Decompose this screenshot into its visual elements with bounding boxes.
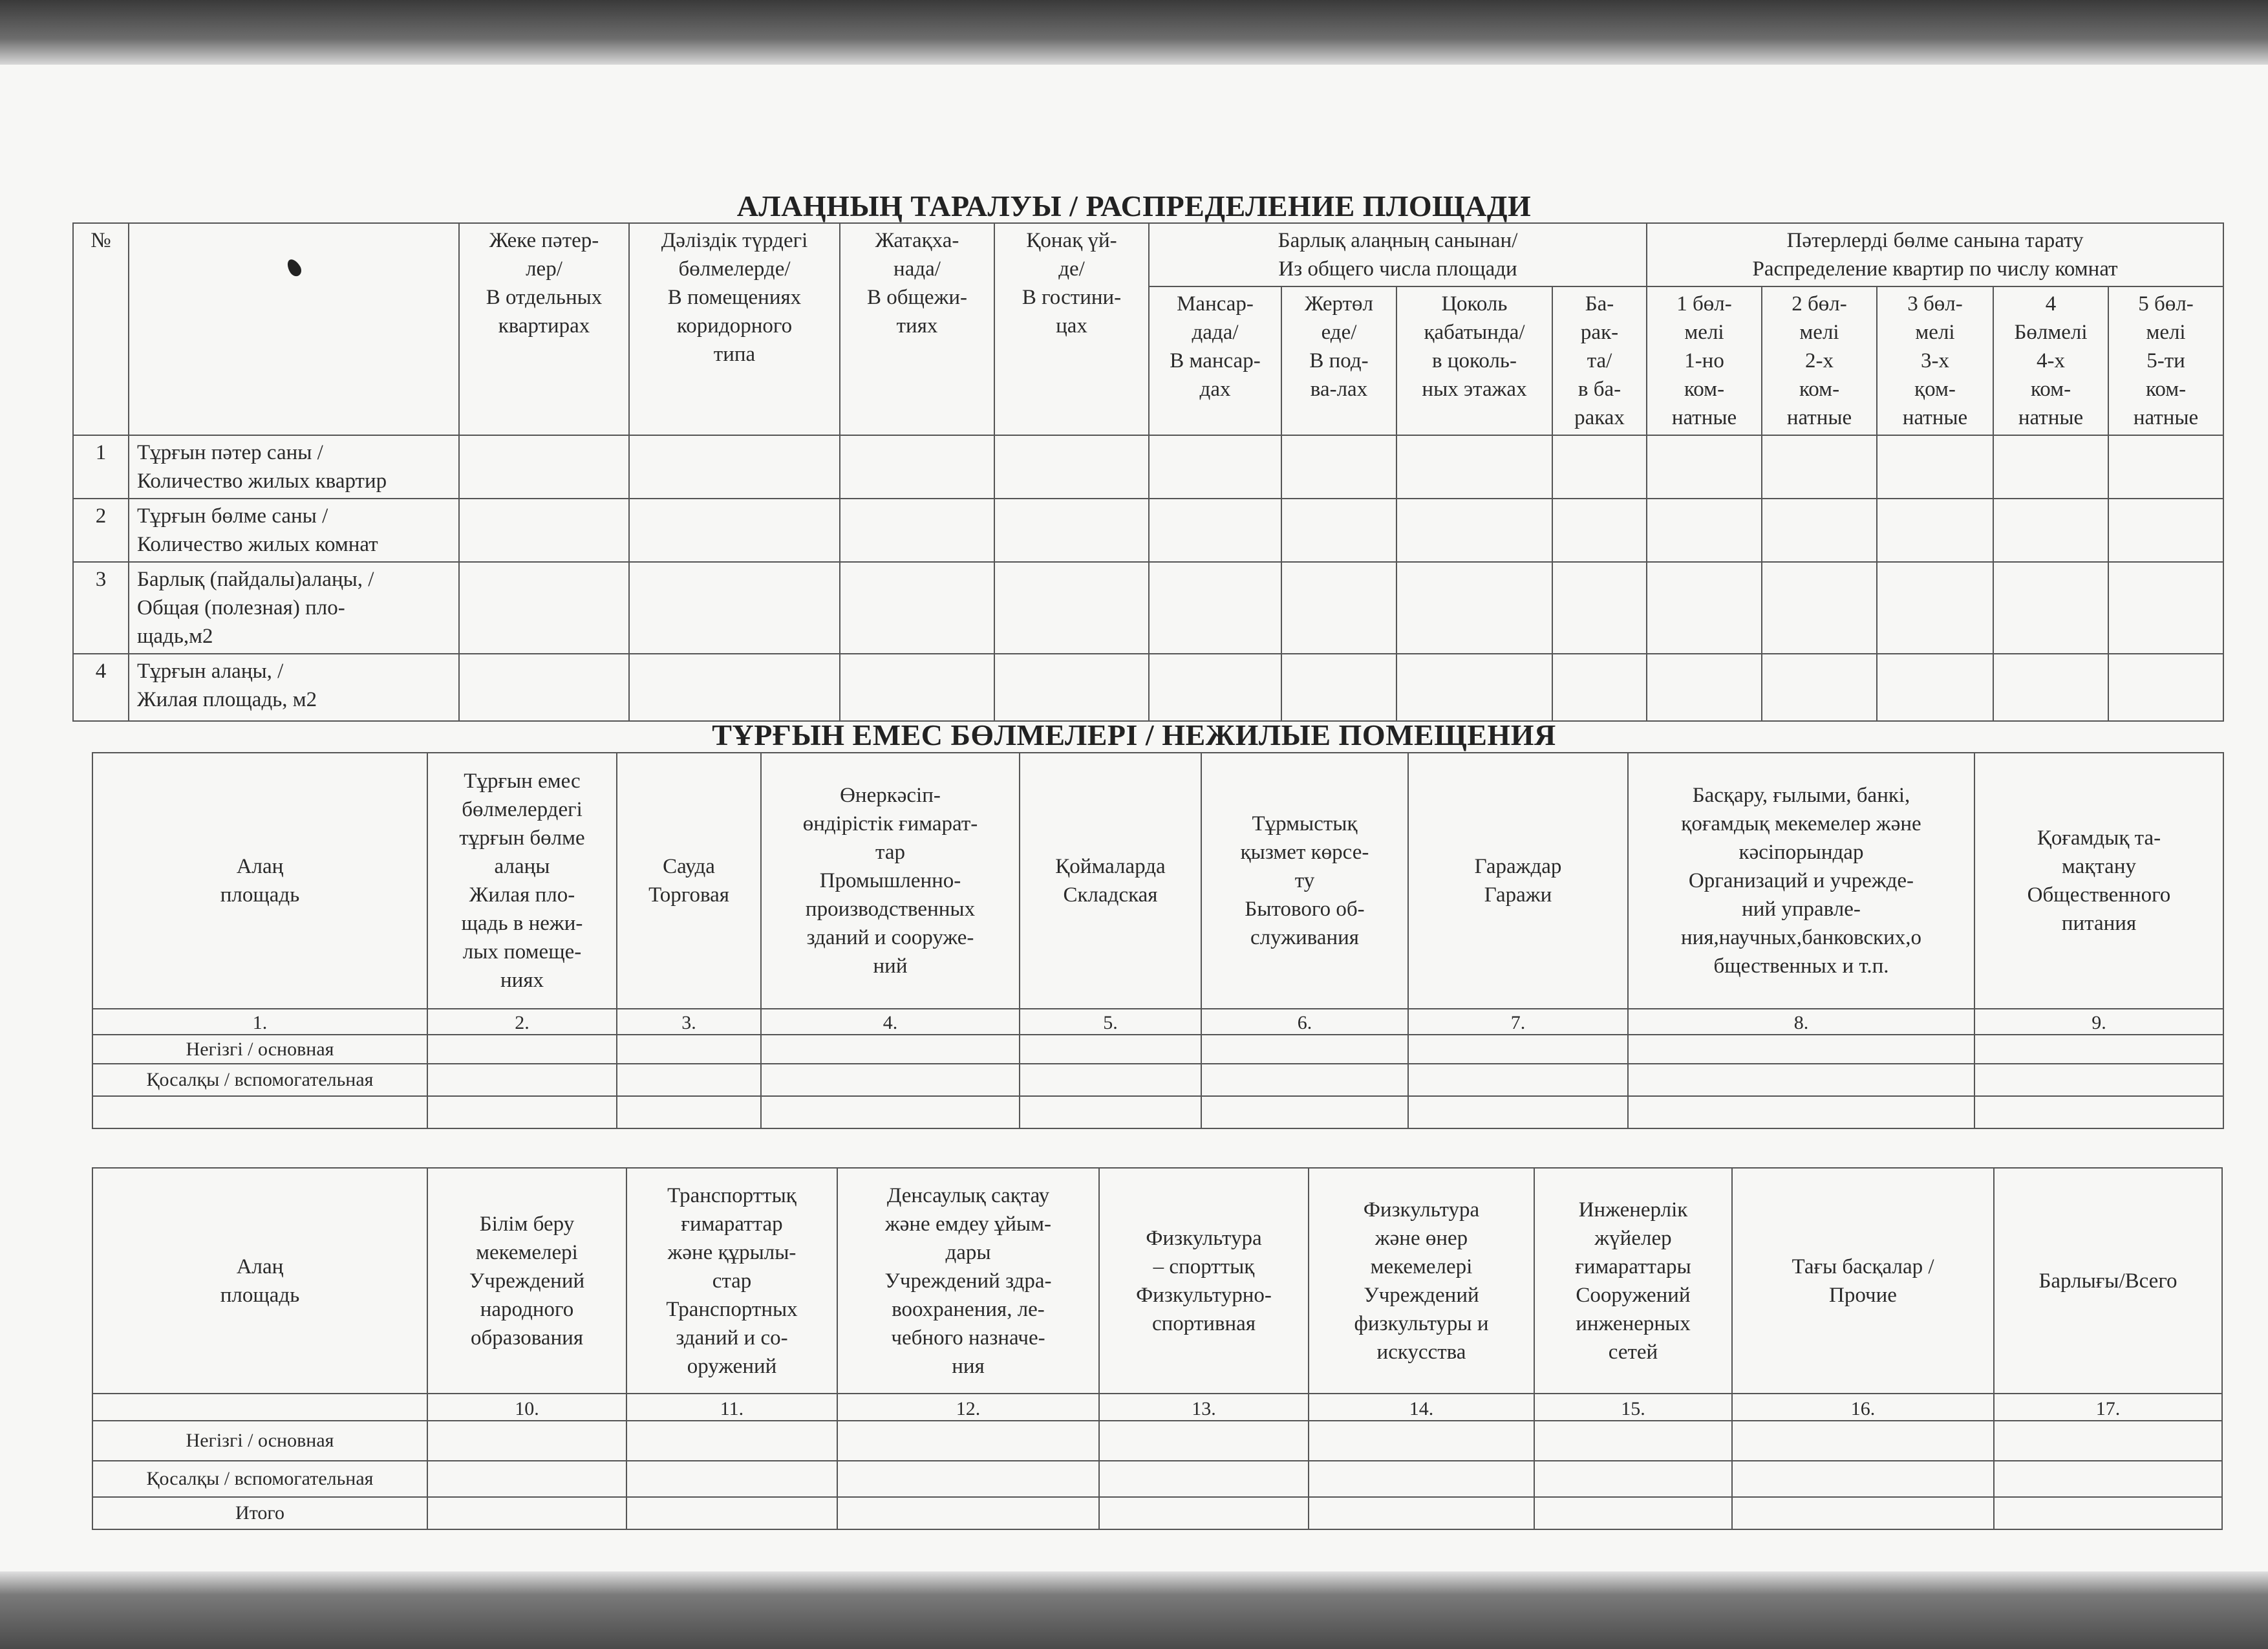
row-label: Тұрғын пәтер саны / Количество жилых квартир bbox=[129, 435, 459, 499]
data-cell[interactable] bbox=[1020, 1035, 1201, 1064]
data-cell[interactable] bbox=[1408, 1035, 1628, 1064]
column-number: 14. bbox=[1309, 1394, 1534, 1421]
column-number: 9. bbox=[1974, 1009, 2223, 1035]
header-1-room: 1 бөл- мелі 1-но ком- натные bbox=[1647, 286, 1762, 435]
column-header: Инженерлік жүйелер ғимараттары Сооружений инженерных сетей bbox=[1534, 1168, 1732, 1394]
column-header: Басқару, ғылыми, банкі, қоғамдық мекемелер және кәсіпорындар Организаций и учрежде- ний управле- ния,научных,банковских,о бщественных и т.п. bbox=[1628, 753, 1974, 1009]
data-cell[interactable] bbox=[840, 435, 994, 499]
data-cell[interactable] bbox=[427, 1064, 617, 1096]
column-number bbox=[92, 1394, 427, 1421]
table-row bbox=[92, 1421, 2222, 1461]
column-header: Алаң площадь bbox=[92, 753, 427, 1009]
data-cell[interactable] bbox=[1552, 654, 1647, 721]
data-cell[interactable] bbox=[1732, 1461, 1994, 1497]
data-cell[interactable] bbox=[994, 654, 1149, 721]
data-cell[interactable] bbox=[1993, 654, 2108, 721]
data-cell[interactable] bbox=[1201, 1064, 1408, 1096]
data-cell[interactable] bbox=[1762, 654, 1877, 721]
data-cell[interactable] bbox=[626, 1421, 837, 1461]
data-cell[interactable] bbox=[427, 1497, 626, 1529]
data-cell[interactable] bbox=[1281, 435, 1396, 499]
area-distribution-table bbox=[72, 222, 2224, 722]
data-cell[interactable] bbox=[1994, 1497, 2222, 1529]
table-row bbox=[92, 1035, 2223, 1064]
data-cell[interactable] bbox=[761, 1096, 1020, 1128]
data-cell[interactable] bbox=[840, 654, 994, 721]
column-number: 11. bbox=[626, 1394, 837, 1421]
header-2-room: 2 бөл- мелі 2-х ком- натные bbox=[1762, 286, 1877, 435]
column-header: Сауда Торговая bbox=[617, 753, 761, 1009]
data-cell[interactable] bbox=[1281, 499, 1396, 562]
column-number-row bbox=[92, 1394, 2222, 1421]
data-cell[interactable] bbox=[1647, 654, 1762, 721]
data-cell[interactable] bbox=[1628, 1064, 1974, 1096]
column-number: 12. bbox=[837, 1394, 1099, 1421]
column-header: Алаң площадь bbox=[92, 1168, 427, 1394]
scan-top-edge bbox=[0, 0, 2268, 65]
data-cell[interactable] bbox=[1993, 562, 2108, 654]
column-number: 8. bbox=[1628, 1009, 1974, 1035]
header-row bbox=[92, 1168, 2222, 1394]
data-cell[interactable] bbox=[459, 562, 629, 654]
data-cell[interactable] bbox=[459, 654, 629, 721]
data-cell[interactable] bbox=[1647, 562, 1762, 654]
column-number: 1. bbox=[92, 1009, 427, 1035]
data-cell[interactable] bbox=[837, 1421, 1099, 1461]
data-cell[interactable] bbox=[629, 654, 840, 721]
data-cell[interactable] bbox=[1552, 435, 1647, 499]
data-cell[interactable] bbox=[1396, 435, 1552, 499]
data-cell[interactable] bbox=[1628, 1096, 1974, 1128]
data-cell[interactable] bbox=[2108, 499, 2223, 562]
non-residential-table-a bbox=[92, 752, 2224, 1129]
column-header: Транспорттық ғимараттар және құрылы- стар Транспортных зданий и со- оружений bbox=[626, 1168, 837, 1394]
data-cell[interactable] bbox=[1149, 499, 1281, 562]
data-cell[interactable] bbox=[1201, 1035, 1408, 1064]
column-header: Физкультура және өнер мекемелері Учреждений физкультуры и искусства bbox=[1309, 1168, 1534, 1394]
data-cell[interactable] bbox=[837, 1497, 1099, 1529]
header-row bbox=[92, 753, 2223, 1009]
header-number: № bbox=[73, 223, 129, 435]
data-cell[interactable] bbox=[629, 499, 840, 562]
data-cell[interactable] bbox=[1877, 499, 1993, 562]
data-cell[interactable] bbox=[2108, 562, 2223, 654]
data-cell[interactable] bbox=[1877, 435, 1993, 499]
data-cell[interactable] bbox=[1396, 654, 1552, 721]
header-dormitories: Жатақха- нада/ В общежи- тиях bbox=[840, 223, 994, 435]
table-row bbox=[73, 562, 2223, 654]
row-number: 4 bbox=[73, 654, 129, 721]
column-header: Гараждар Гаражи bbox=[1408, 753, 1628, 1009]
row-number: 3 bbox=[73, 562, 129, 654]
data-cell[interactable] bbox=[1877, 654, 1993, 721]
column-number: 6. bbox=[1201, 1009, 1408, 1035]
non-residential-title: ТҰРҒЫН ЕМЕС БӨЛМЕЛЕРІ / НЕЖИЛЫЕ ПОМЕЩЕНИЯ bbox=[712, 718, 1556, 751]
data-cell[interactable] bbox=[994, 562, 1149, 654]
data-cell[interactable] bbox=[1974, 1096, 2223, 1128]
header-barracks: Ба- рак- та/ в ба- раках bbox=[1552, 286, 1647, 435]
data-cell[interactable] bbox=[1994, 1421, 2222, 1461]
data-cell[interactable] bbox=[1309, 1421, 1534, 1461]
data-cell[interactable] bbox=[1099, 1421, 1309, 1461]
data-cell[interactable] bbox=[629, 435, 840, 499]
data-cell[interactable] bbox=[1994, 1461, 2222, 1497]
column-header: Білім беру мекемелері Учреждений народного образования bbox=[427, 1168, 626, 1394]
header-separate-apartments: Жеке пәтер- лер/ В отдельных квартирах bbox=[459, 223, 629, 435]
data-cell[interactable] bbox=[1149, 562, 1281, 654]
column-number-row bbox=[92, 1009, 2223, 1035]
column-number: 4. bbox=[761, 1009, 1020, 1035]
data-cell[interactable] bbox=[1552, 499, 1647, 562]
data-cell[interactable] bbox=[1408, 1096, 1628, 1128]
column-number: 10. bbox=[427, 1394, 626, 1421]
row-label: Тұрғын алаңы, / Жилая площадь, м2 bbox=[129, 654, 459, 721]
ink-spot bbox=[284, 257, 304, 278]
table-row bbox=[92, 1096, 2223, 1128]
column-header: Денсаулық сақтау және емдеу ұйым- дары Учреждений здра- воохранения, ле- чебного назначе- ния bbox=[837, 1168, 1099, 1394]
data-cell[interactable] bbox=[459, 499, 629, 562]
column-number: 17. bbox=[1994, 1394, 2222, 1421]
row-label: Қосалқы / вспомогательная bbox=[92, 1461, 427, 1497]
data-cell[interactable] bbox=[427, 1096, 617, 1128]
column-header: Физкультура – спорттық Физкультурно- спортивная bbox=[1099, 1168, 1309, 1394]
header-3-room: 3 бөл- мелі 3-х қом- натные bbox=[1877, 286, 1993, 435]
row-label: Итого bbox=[92, 1497, 427, 1529]
column-number: 2. bbox=[427, 1009, 617, 1035]
data-cell[interactable] bbox=[617, 1035, 761, 1064]
non-residential-table-b bbox=[92, 1167, 2223, 1530]
column-number: 5. bbox=[1020, 1009, 1201, 1035]
header-corridor-type: Дәліздік түрдегі бөлмелерде/ В помещениях коридорного типа bbox=[629, 223, 840, 435]
data-cell[interactable] bbox=[1281, 654, 1396, 721]
data-cell[interactable] bbox=[994, 435, 1149, 499]
data-cell[interactable] bbox=[1534, 1461, 1732, 1497]
column-number: 3. bbox=[617, 1009, 761, 1035]
header-4-room: 4 Бөлмелі 4-х ком- натные bbox=[1993, 286, 2108, 435]
column-header: Қоймаларда Складская bbox=[1020, 753, 1201, 1009]
column-number: 16. bbox=[1732, 1394, 1994, 1421]
column-number: 7. bbox=[1408, 1009, 1628, 1035]
data-cell[interactable] bbox=[994, 499, 1149, 562]
row-label: Негізгі / основная bbox=[92, 1421, 427, 1461]
column-number: 13. bbox=[1099, 1394, 1309, 1421]
table-row bbox=[92, 1064, 2223, 1096]
column-header: Барлығы/Всего bbox=[1994, 1168, 2222, 1394]
data-cell[interactable] bbox=[427, 1461, 626, 1497]
row-number: 1 bbox=[73, 435, 129, 499]
header-group-total-area: Барлық алаңның санынан/ Из общего числа площади bbox=[1149, 223, 1647, 286]
data-cell[interactable] bbox=[1974, 1064, 2223, 1096]
data-cell[interactable] bbox=[1534, 1497, 1732, 1529]
row-label: Қосалқы / вспомогательная bbox=[92, 1064, 427, 1096]
data-cell[interactable] bbox=[626, 1497, 837, 1529]
data-cell[interactable] bbox=[1762, 435, 1877, 499]
header-hotels: Қонақ үй- де/ В гостини- цах bbox=[994, 223, 1149, 435]
table-row bbox=[73, 435, 2223, 499]
data-cell[interactable] bbox=[1396, 499, 1552, 562]
column-number: 15. bbox=[1534, 1394, 1732, 1421]
data-cell[interactable] bbox=[1309, 1461, 1534, 1497]
data-cell[interactable] bbox=[629, 562, 840, 654]
data-cell[interactable] bbox=[1732, 1497, 1994, 1529]
column-header: Тұрмыстық қызмет көрсе- ту Бытового об- служивания bbox=[1201, 753, 1408, 1009]
table-row bbox=[92, 1497, 2222, 1529]
data-cell[interactable] bbox=[2108, 435, 2223, 499]
row-label: Барлық (пайдалы)алаңы, / Общая (полезная) пло- щадь,м2 bbox=[129, 562, 459, 654]
data-cell[interactable] bbox=[1201, 1096, 1408, 1128]
data-cell[interactable] bbox=[1149, 435, 1281, 499]
data-cell[interactable] bbox=[1020, 1096, 1201, 1128]
table-row bbox=[92, 1461, 2222, 1497]
scan-bottom-edge bbox=[0, 1571, 2268, 1649]
data-cell[interactable] bbox=[1647, 435, 1762, 499]
data-cell[interactable] bbox=[1647, 499, 1762, 562]
data-cell[interactable] bbox=[1993, 435, 2108, 499]
header-blank bbox=[129, 223, 459, 435]
column-header: Тағы басқалар / Прочие bbox=[1732, 1168, 1994, 1394]
data-cell[interactable] bbox=[1281, 562, 1396, 654]
header-attics: Мансар- дада/ В мансар- дах bbox=[1149, 286, 1281, 435]
table-row bbox=[73, 654, 2223, 721]
data-cell[interactable] bbox=[427, 1421, 626, 1461]
header-basements: Жертөл еде/ В под- ва-лах bbox=[1281, 286, 1396, 435]
table-row bbox=[73, 499, 2223, 562]
column-header: Тұрғын емес бөлмелердегі тұрғын бөлме алаңы Жилая пло- щадь в нежи- лых помеще- ниях bbox=[427, 753, 617, 1009]
header-plinth-floors: Цоколь қабатында/ в цоколь- ных этажах bbox=[1396, 286, 1552, 435]
data-cell[interactable] bbox=[617, 1064, 761, 1096]
data-cell[interactable] bbox=[1877, 562, 1993, 654]
data-cell[interactable] bbox=[1020, 1064, 1201, 1096]
data-cell[interactable] bbox=[1149, 654, 1281, 721]
area-distribution-title: АЛАҢНЫҢ ТАРАЛУЫ / РАСПРЕДЕЛЕНИЕ ПЛОЩАДИ bbox=[736, 189, 1532, 222]
data-cell[interactable] bbox=[1534, 1421, 1732, 1461]
data-cell[interactable] bbox=[1099, 1461, 1309, 1497]
data-cell[interactable] bbox=[1732, 1421, 1994, 1461]
header-group-rooms: Пәтерлерді бөлме санына тарату Распределение квартир по числу комнат bbox=[1647, 223, 2223, 286]
data-cell[interactable] bbox=[459, 435, 629, 499]
data-cell[interactable] bbox=[1396, 562, 1552, 654]
data-cell[interactable] bbox=[1993, 499, 2108, 562]
data-cell[interactable] bbox=[1762, 562, 1877, 654]
data-cell[interactable] bbox=[840, 499, 994, 562]
data-cell[interactable] bbox=[1309, 1497, 1534, 1529]
data-cell[interactable] bbox=[837, 1461, 1099, 1497]
data-cell[interactable] bbox=[2108, 654, 2223, 721]
data-cell[interactable] bbox=[617, 1096, 761, 1128]
data-cell[interactable] bbox=[840, 562, 994, 654]
header-5-room: 5 бөл- мелі 5-ти ком- натные bbox=[2108, 286, 2223, 435]
data-cell[interactable] bbox=[761, 1035, 1020, 1064]
row-number: 2 bbox=[73, 499, 129, 562]
data-cell[interactable] bbox=[1974, 1035, 2223, 1064]
data-cell[interactable] bbox=[1628, 1035, 1974, 1064]
row-label: Тұрғын бөлме саны / Количество жилых комнат bbox=[129, 499, 459, 562]
column-header: Өнеркәсіп- өндірістік ғимарат- тар Промышленно- производственных зданий и сооруже- ний bbox=[761, 753, 1020, 1009]
data-cell[interactable] bbox=[1099, 1497, 1309, 1529]
data-cell[interactable] bbox=[626, 1461, 837, 1497]
row-label: Негізгі / основная bbox=[92, 1035, 427, 1064]
data-cell[interactable] bbox=[761, 1064, 1020, 1096]
data-cell[interactable] bbox=[1762, 499, 1877, 562]
data-cell[interactable] bbox=[427, 1035, 617, 1064]
data-cell[interactable] bbox=[1552, 562, 1647, 654]
row-label bbox=[92, 1096, 427, 1128]
column-header: Қоғамдық та- мақтану Общественного питания bbox=[1974, 753, 2223, 1009]
data-cell[interactable] bbox=[1408, 1064, 1628, 1096]
